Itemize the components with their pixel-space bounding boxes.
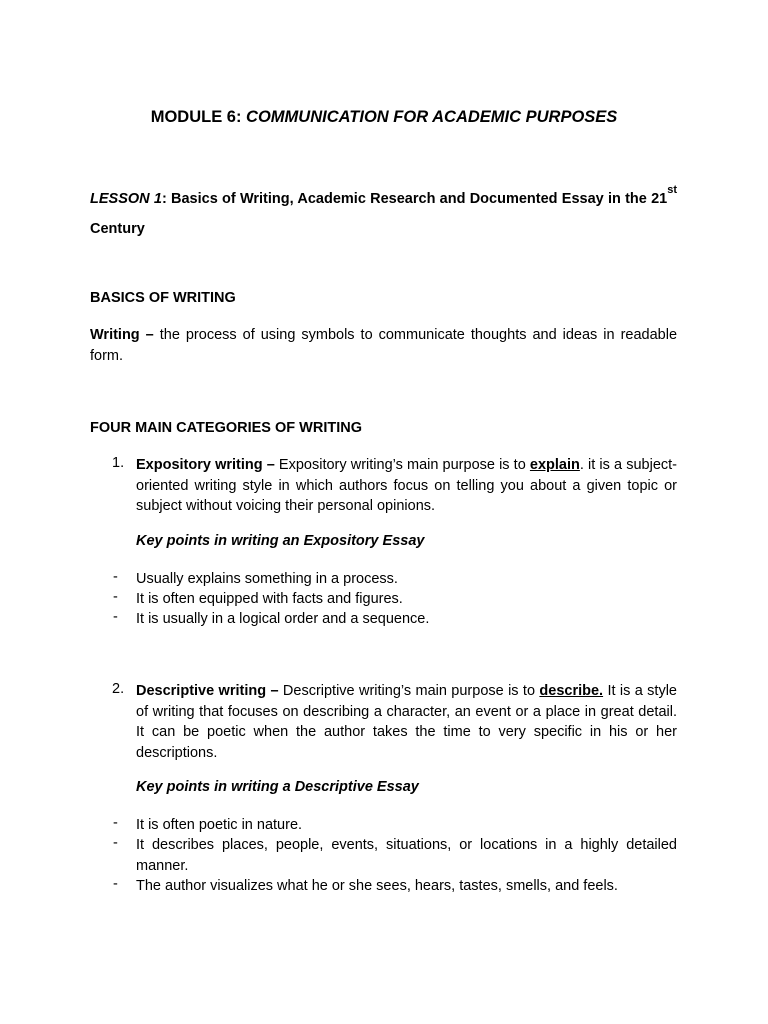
definition-text: the process of using symbols to communicate thoughts and ideas in readable form. (90, 327, 678, 364)
list-item: It is often equipped with facts and figures. (136, 591, 403, 607)
module-prefix: MODULE 6: (150, 108, 247, 126)
module-title-text: COMMUNICATION FOR ACADEMIC PURPOSES (246, 108, 618, 126)
lesson-superscript: st (667, 184, 677, 196)
item-desc-after: It is a style of writing that focuses on describing a character, an event or a place in great detail. It can be poetic when the author takes the time to very specific in his or her descriptions. (136, 683, 677, 761)
item-number: 1. (112, 455, 125, 471)
item-desc-before: Expository writing’s main purpose is to (274, 457, 530, 473)
lesson-title-part1: : Basics of Writing, Academic Research and Documented Essay in the 21 (161, 191, 668, 207)
lesson-title-part2: Century (90, 221, 145, 237)
lesson-title (90, 184, 677, 244)
writing-definition (90, 325, 677, 367)
bullet-marker: - (113, 815, 118, 831)
list-item: The author visualizes what he or she sees, hears, tastes, smells, and feels. (136, 878, 618, 894)
module-title (0, 108, 768, 127)
item-keyword: describe. (539, 683, 604, 699)
definition-term: Writing – (90, 327, 154, 343)
expository-description (136, 455, 677, 517)
item-desc-before: Descriptive writing’s main purpose is to (278, 683, 540, 699)
keypoints-heading: Key points in writing a Descriptive Essay (136, 779, 419, 795)
bullet-marker: - (113, 609, 118, 625)
bullet-marker: - (113, 835, 118, 851)
basics-heading: BASICS OF WRITING (90, 290, 236, 306)
bullet-marker: - (113, 876, 118, 892)
list-item: Usually explains something in a process. (136, 571, 398, 587)
keypoints-heading: Key points in writing an Expository Essay (136, 533, 425, 549)
bullet-marker: - (113, 569, 118, 585)
item-term: Descriptive writing – (136, 683, 279, 699)
list-item: It describes places, people, events, situations, or locations in a highly detailed manner. (136, 837, 677, 874)
list-item: It is often poetic in nature. (136, 817, 303, 833)
lesson-label: LESSON 1 (90, 191, 162, 207)
categories-heading: FOUR MAIN CATEGORIES OF WRITING (90, 420, 362, 436)
item-desc-after: . it is a subject-oriented writing style in which authors focus on telling you about a given topic or subject without voicing their personal opinions. (136, 457, 677, 514)
bullet-marker: - (113, 589, 118, 605)
descriptive-description (136, 681, 677, 763)
item-number: 2. (112, 681, 125, 697)
item-keyword: explain (529, 457, 580, 473)
item-term: Expository writing – (136, 457, 275, 473)
list-item: It is usually in a logical order and a sequence. (136, 611, 430, 627)
